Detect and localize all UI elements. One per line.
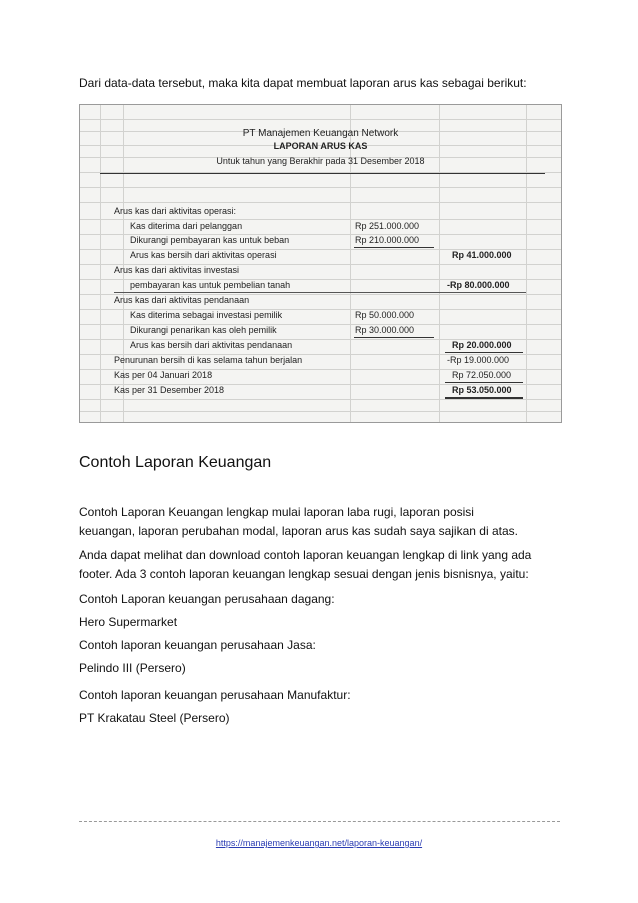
- row-label: Arus kas dari aktivitas investasi: [114, 265, 240, 275]
- section-heading: Contoh Laporan Keuangan: [79, 454, 272, 471]
- row-label: Kas per 04 Januari 2018: [114, 370, 213, 380]
- row-label: Penurunan bersih di kas selama tahun berjalan: [114, 355, 303, 365]
- footer-link[interactable]: https://manajemenkeuangan.net/laporan-keuangan/: [215, 838, 423, 848]
- row-label: Arus kas dari aktivitas pendanaan: [114, 295, 250, 305]
- paragraph: Contoh laporan keuangan perusahaan Jasa:: [79, 638, 316, 652]
- footer-divider: [79, 821, 560, 822]
- row-label: Dikurangi pembayaran kas untuk beban: [130, 235, 290, 245]
- paragraph: Contoh Laporan Keuangan lengkap mulai laporan laba rugi, laporan posisi keuangan, laporan perubahan modal, laporan arus kas sudah saya sajikan di atas.: [79, 505, 518, 538]
- row-label: Kas diterima sebagai investasi pemilik: [130, 310, 283, 320]
- row-right-value: Rp 53.050.000: [452, 385, 512, 395]
- row-label: Kas per 31 Desember 2018: [114, 385, 225, 395]
- row-mid-value: Rp 251.000.000: [355, 221, 420, 231]
- row-right-value: -Rp 19.000.000: [447, 355, 510, 365]
- paragraph: Pelindo III (Persero): [79, 661, 186, 675]
- sheet-period: Untuk tahun yang Berakhir pada 31 Desember 2018: [216, 156, 425, 166]
- row-right-value: Rp 72.050.000: [452, 370, 512, 380]
- row-label: Arus kas bersih dari aktivitas operasi: [130, 250, 277, 260]
- row-mid-value: Rp 30.000.000: [355, 325, 415, 335]
- row-label: Arus kas bersih dari aktivitas pendanaan: [130, 340, 293, 350]
- paragraph: PT Krakatau Steel (Persero): [79, 711, 230, 725]
- sheet-title: LAPORAN ARUS KAS: [273, 141, 368, 151]
- intro-text: Dari data-data tersebut, maka kita dapat membuat laporan arus kas sebagai berikut:: [79, 76, 527, 90]
- sheet-company: PT Manajemen Keuangan Network: [242, 128, 399, 139]
- row-mid-value: Rp 210.000.000: [355, 235, 420, 245]
- row-right-value: Rp 41.000.000: [452, 250, 512, 260]
- row-label: Dikurangi penarikan kas oleh pemilik: [130, 325, 277, 335]
- row-label: pembayaran kas untuk pembelian tanah: [130, 280, 291, 290]
- paragraph: Contoh Laporan keuangan perusahaan dagang:: [79, 592, 335, 606]
- row-label: Kas diterima dari pelanggan: [130, 221, 243, 231]
- paragraph: Anda dapat melihat dan download contoh laporan keuangan lengkap di link yang ada footer. Ada 3 contoh laporan keuangan lengkap sesuai dengan jenis bisnisnya, yaitu:: [79, 548, 532, 581]
- paragraph: Hero Supermarket: [79, 615, 178, 629]
- row-right-value: Rp 20.000.000: [452, 340, 512, 350]
- row-label: Arus kas dari aktivitas operasi:: [114, 206, 237, 216]
- row-right-value: -Rp 80.000.000: [447, 280, 510, 290]
- cash-flow-statement-image: [79, 104, 562, 423]
- paragraph: Contoh laporan keuangan perusahaan Manufaktur:: [79, 688, 351, 702]
- row-mid-value: Rp 50.000.000: [355, 310, 415, 320]
